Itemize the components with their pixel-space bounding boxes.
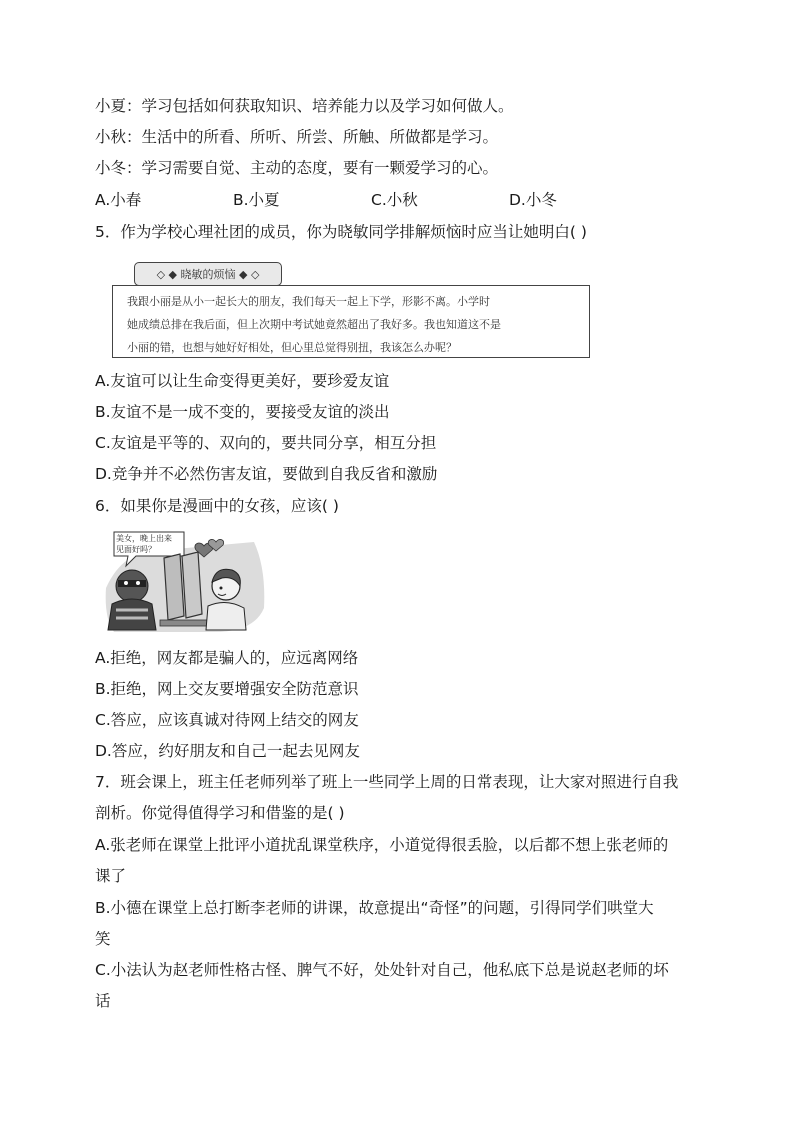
q4-statement-xiaxia: 小夏：学习包括如何获取知识、培养能力以及学习如何做人。 [95, 97, 514, 115]
q4-option-c[interactable]: C.小秋 [371, 191, 418, 209]
q5-question: 5．作为学校心理社团的成员，你为晓敏同学排解烦恼时应当让她明白( ) [95, 223, 587, 241]
q5-option-b[interactable]: B.友谊不是一成不变的，要接受友谊的淡出 [95, 403, 390, 421]
q5-option-a[interactable]: A.友谊可以让生命变得更美好，要珍爱友谊 [95, 372, 390, 390]
q6-option-d[interactable]: D.答应，约好朋友和自己一起去见网友 [95, 742, 360, 760]
q7-question-line1: 7．班会课上，班主任老师列举了班上一些同学上周的日常表现，让大家对照进行自我 [95, 773, 679, 791]
story-title-tab: ◇ ◆ 晓敏的烦恼 ◆ ◇ [134, 262, 282, 286]
speech-bubble-text [116, 533, 180, 555]
q6-question: 6．如果你是漫画中的女孩，应该( ) [95, 497, 339, 515]
q6-option-b[interactable]: B.拒绝，网上交友要增强安全防范意识 [95, 680, 359, 698]
q4-option-d[interactable]: D.小冬 [509, 191, 557, 209]
story-line: 我跟小丽是从小一起长大的朋友，我们每天一起上下学，形影不离。小学时 [127, 295, 490, 308]
q7-question-line2: 剖析。你觉得值得学习和借鉴的是( ) [95, 804, 345, 822]
story-line: 她成绩总排在我后面，但上次期中考试她竟然超出了我好多。我也知道这不是 [127, 318, 501, 331]
q5-option-d[interactable]: D.竞争并不必然伤害友谊，要做到自我反省和激励 [95, 465, 438, 483]
story-line: 小丽的错，也想与她好好相处，但心里总觉得别扭，我该怎么办呢？ [127, 341, 457, 354]
q7-option-c-line2[interactable]: 话 [95, 992, 111, 1010]
bubble-line: 见面好吗？ [116, 545, 156, 554]
q7-option-c-line1[interactable]: C.小法认为赵老师性格古怪、脾气不好，处处针对自己，他私底下总是说赵老师的坏 [95, 961, 669, 979]
q7-option-b-line1[interactable]: B.小德在课堂上总打断李老师的讲课，故意提出“奇怪”的问题，引得同学们哄堂大 [95, 899, 654, 917]
q5-option-c[interactable]: C.友谊是平等的、双向的，要共同分享，相互分担 [95, 434, 437, 452]
q6-option-c[interactable]: C.答应，应该真诚对待网上结交的网友 [95, 711, 359, 729]
q6-option-a[interactable]: A.拒绝，网友都是骗人的，应远离网络 [95, 649, 359, 667]
q7-option-a-line1[interactable]: A.张老师在课堂上批评小道扰乱课堂秩序，小道觉得很丢脸，以后都不想上张老师的 [95, 836, 669, 854]
story-box [112, 285, 590, 358]
q4-option-b[interactable]: B.小夏 [233, 191, 280, 209]
q4-statement-xiaoqiu: 小秋：生活中的所看、所听、所尝、所触、所做都是学习。 [95, 128, 499, 146]
bubble-line: 美女，晚上出来 [116, 534, 172, 543]
q4-statement-xiaodong: 小冬：学习需要自觉、主动的态度，要有一颗爱学习的心。 [95, 159, 499, 177]
q7-option-b-line2[interactable]: 笑 [95, 930, 111, 948]
q7-option-a-line2[interactable]: 课了 [95, 867, 127, 885]
q4-option-a[interactable]: A.小春 [95, 191, 142, 209]
